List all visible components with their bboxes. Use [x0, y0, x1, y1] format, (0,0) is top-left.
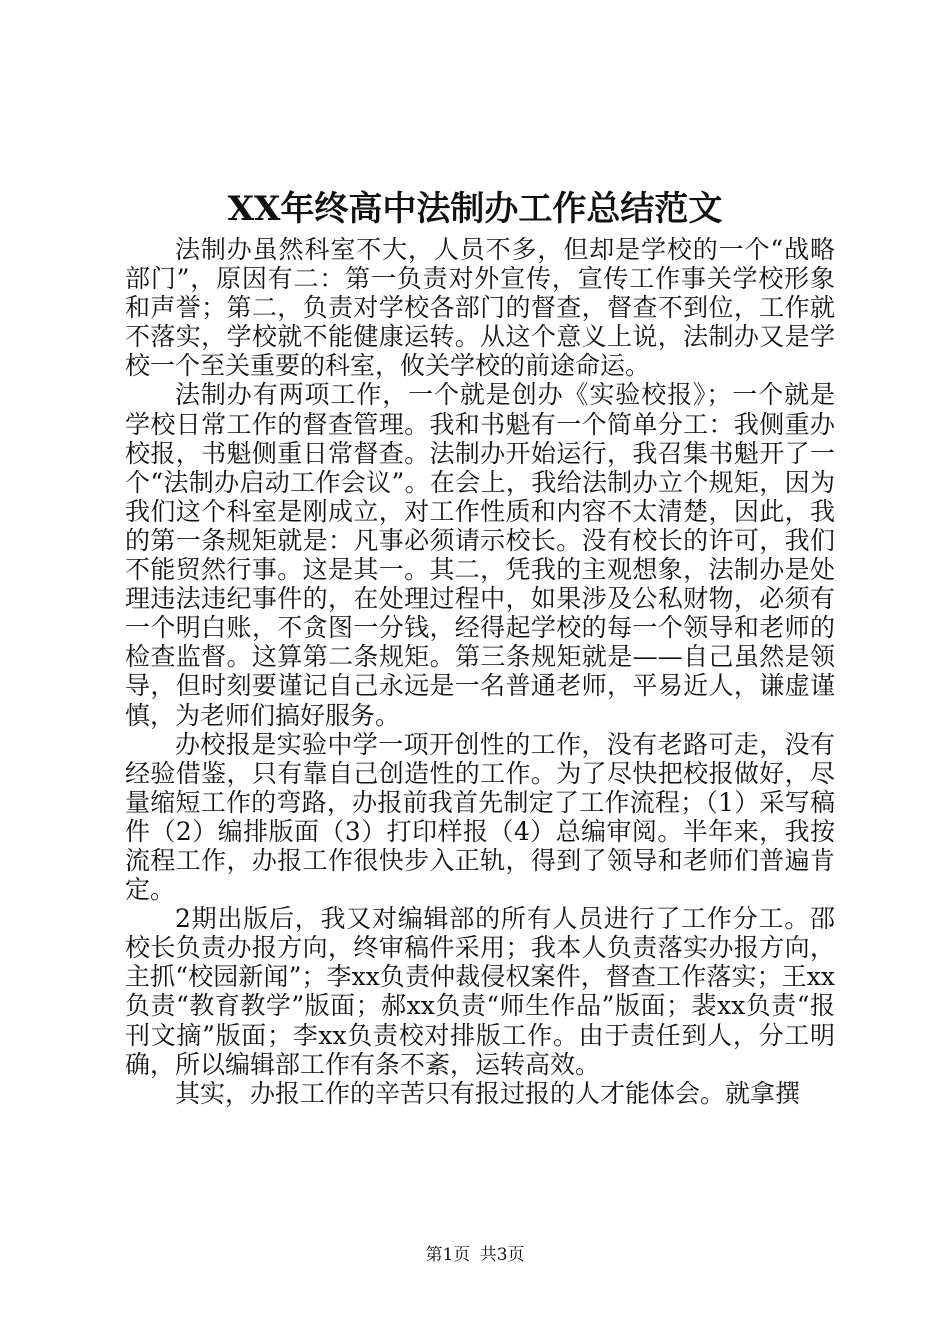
paragraph: 2期出版后，我又对编辑部的所有人员进行了工作分工。邵校长负责办报方向，终审稿件采用；我本人负责落实办报方向，主抓“校园新闻”；李xx负责仲裁侵权案件，督查工作落实；王xx负责“教育教学”版面；郝xx负责“师生作品”版面；裴xx负责“报刊文摘”版面；李xx负责校对排版工作。由于责任到人，分工明确，所以编辑部工作有条不紊，运转高效。 — [125, 904, 835, 1079]
paragraph: 其实，办报工作的辛苦只有报过报的人才能体会。就拿撰 — [175, 1078, 801, 1108]
paragraph: 法制办有两项工作，一个就是创办《实验校报》；一个就是学校日常工作的督查管理。我和书魁有一个简单分工：我侧重办校报，书魁侧重日常督查。法制办开始运行，我召集书魁开了一个“法制办启动工作会议”。在会上，我给法制办立个规矩，因为我们这个科室是刚成立，对工作性质和内容不太清楚，因此，我的第一条规矩就是：凡事必须请示校长。没有校长的许可，我们不能贸然行事。这是其一。其二，凭我的主观想象，法制办是处理违法违纪事件的，在处理过程中，如果涉及公私财物，必须有一个明白账，不贪图一分钱，经得起学校的每一个领导和老师的检查监督。这算第二条规矩。第三条规矩就是——自己虽然是领导，但时刻要谨记自己永远是一名普通老师，平易近人，谦虚谨慎，为老师们搞好服务。 — [125, 380, 835, 730]
paragraph: 法制办虽然科室不大，人员不多，但却是学校的一个“战略部门”，原因有二：第一负责对外宣传，宣传工作事关学校形象和声誉；第二，负责对学校各部门的督查，督查不到位，工作就不落实，学校就不能健康运转。从这个意义上说，法制办又是学校一个至关重要的科室，攸关学校的前途命运。 — [125, 235, 835, 381]
paragraph: 办校报是实验中学一项开创性的工作，没有老路可走，没有经验借鉴，只有靠自己创造性的工作。为了尽快把校报做好，尽量缩短工作的弯路，办报前我首先制定了工作流程；（1）采写稿件（2）编排版面（3）打印样报（4）总编审阅。半年来，我按流程工作，办报工作很快步入正轨，得到了领导和老师们普遍肯定。 — [125, 729, 835, 905]
page-footer — [0, 1243, 950, 1267]
page-total: 共3页 — [479, 1245, 525, 1265]
document-title: XX年终高中法制办工作总结范文 — [227, 189, 723, 229]
document-body — [125, 235, 835, 1108]
page-number: 第1页 — [425, 1245, 471, 1265]
